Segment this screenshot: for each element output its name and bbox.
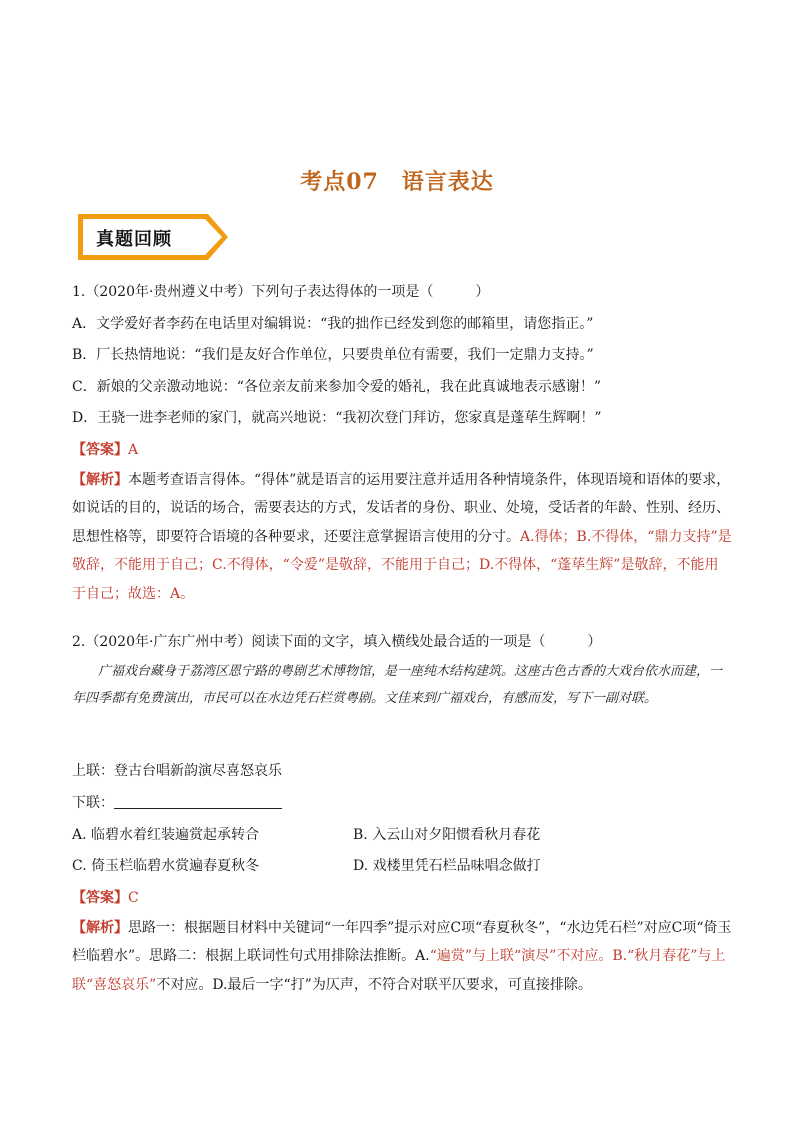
q2-analysis-text-1: 思路一：根据题目材料中关键词“一年四季”提示对应C项“春夏秋冬”，“水边凭石栏”对应C项“倚玉栏临碧水”。思路二：根据上联词性句式用排除法推断。A. <box>72 920 732 965</box>
q2-upper-couplet <box>72 761 282 781</box>
q1-stem: 1.（2020年·贵州遵义中考）下列句子表达得体的一项是（ ） <box>72 284 490 300</box>
q2-blank-line <box>114 794 282 809</box>
q2-analysis-text-3: 不对应。D.最后一字“打”为仄声，不符合对联平仄要求，可直接排除。 <box>156 976 592 993</box>
q1-answer-label: 【答案】 <box>72 442 128 458</box>
q2-answer-label: 【答案】 <box>72 890 128 906</box>
q2-answer-value: C <box>128 890 139 906</box>
q1-analysis-label: 【解析】 <box>72 472 128 488</box>
q2-answer <box>72 888 139 908</box>
q1-option-c: C．新娘的父亲激动地说：“各位亲友前来参加令爱的婚礼，我在此真诚地表示感谢！” <box>72 379 602 395</box>
q2-stem: 2.（2020年·广东广州中考）阅读下面的文字，填入横线处最合适的一项是（ ） <box>72 634 602 650</box>
q1-answer-value: A <box>128 442 139 458</box>
q2-option-c: C. 倚玉栏临碧水赏遍春夏秋冬 <box>72 858 260 874</box>
section-banner <box>76 212 230 262</box>
q1-option-a: A．文学爱好者李药在电话里对编辑说：“我的拙作已经发到您的邮箱里，请您指正。” <box>72 316 594 332</box>
page-title: 考点07 语言表达 <box>300 169 494 195</box>
q2-upper-text: 登古台唱新韵演尽喜怒哀乐 <box>114 763 282 779</box>
q2-upper-label: 上联： <box>72 763 114 779</box>
q1-option-d: D．王骁一进李老师的家门，就高兴地说：“我初次登门拜访，您家真是蓬荜生辉啊！” <box>72 410 602 426</box>
q2-option-d: D. 戏楼里凭石栏品味唱念做打 <box>353 858 541 874</box>
q1-answer <box>72 440 138 460</box>
q2-option-a: A. 临碧水着红装遍赏起承转合 <box>72 827 260 843</box>
section-label: 真题回顾 <box>96 229 172 250</box>
q2-passage: 广福戏台藏身于荔湾区恩宁路的粤剧艺术博物馆，是一座纯木结构建筑。这座古色古香的大戏台依水而建，一年四季都有免费演出，市民可以在水边凭石栏赏粤剧。文佳来到广福戏台，有感而发，写下一副对联。 <box>72 664 723 706</box>
q1-analysis-text: 本题考查语言得体。“得体”就是语言的运用要注意并适用各种情境条件，体现语境和语体的要求，如说话的目的，说话的场合，需要表达的方式，发话者的身份、职业、处境，受话者的年龄、性别、经历、思想性格等，即要符合语境的各种要求，还要注意掌握语言使用的分寸。 <box>72 472 731 545</box>
q2-analysis-text-2: “遍赏”与上联“演尽”不对应。B.“秋月春花”与上联“喜怒哀乐” <box>72 948 726 993</box>
q1-analysis <box>72 466 732 608</box>
q2-lower-label: 下联： <box>72 795 114 811</box>
q1-analysis-conclusion: A.得体；B.不得体，“鼎力支持”是敬辞，不能用于自己；C.不得体，“令爱”是敬辞，不能用于自己；D.不得体，“蓬荜生辉”是敬辞，不能用于自己；故选：A。 <box>72 528 732 602</box>
q2-lower-couplet <box>72 793 282 813</box>
q2-analysis-label: 【解析】 <box>72 920 128 936</box>
q1-option-b: B．厂长热情地说：“我们是友好合作单位，只要贵单位有需要，我们一定鼎力支持。” <box>72 347 594 363</box>
q2-analysis <box>72 914 737 999</box>
q2-option-b: B. 入云山对夕阳惯看秋月春花 <box>353 827 541 843</box>
